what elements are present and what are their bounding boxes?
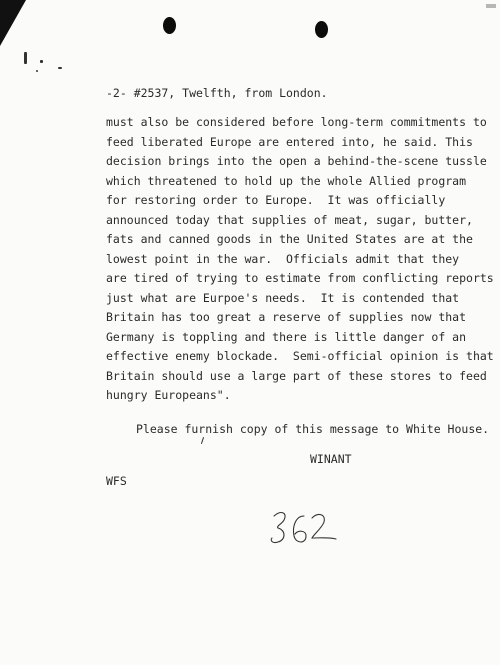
body-line: fats and canned goods in the United States are at the xyxy=(106,232,473,246)
message-reference: -2- #2537, Twelfth, from London. xyxy=(106,86,328,100)
body-line: Britain has too great a reserve of supplies now that xyxy=(106,310,467,324)
sender-signature: WINANT xyxy=(310,452,352,466)
punch-hole-left xyxy=(163,17,176,34)
body-line: are tired of trying to estimate from conflicting reports xyxy=(106,271,494,285)
punch-hole-right xyxy=(315,21,328,38)
body-line: effective enemy blockade. Semi-official opinion is that xyxy=(106,349,494,363)
body-line: for restoring order to Europe. It was officially xyxy=(106,193,446,207)
body-line: just what are Eurpoe's needs. It is contended that xyxy=(106,290,460,305)
body-line: decision brings into the open a behind-the-scene tussle xyxy=(106,154,487,168)
closing-request: Please furnish copy of this message to White House. xyxy=(136,422,490,436)
body-line: Germany is toppling and there is little danger of an xyxy=(106,329,467,344)
body-line: announced today that supplies of meat, sugar, butter, xyxy=(106,212,473,227)
handwritten-number-362 xyxy=(266,508,346,552)
corner-speck xyxy=(40,60,43,63)
pencil-tick-mark xyxy=(201,437,204,444)
body-line: must also be considered before long-term commitments to xyxy=(106,115,487,129)
corner-binding-mark xyxy=(0,0,26,46)
edge-smudge xyxy=(486,4,496,8)
body-line: feed liberated Europe are entered into, he said. This xyxy=(106,134,473,149)
body-line: lowest point in the war. Officials admit that they xyxy=(106,251,460,266)
message-body xyxy=(106,113,494,406)
body-line: hungry Europeans". xyxy=(106,388,231,402)
corner-speck xyxy=(36,70,38,72)
body-line: Britain should use a large part of these stores to feed xyxy=(106,368,487,383)
typist-initials: WFS xyxy=(106,474,127,488)
corner-speck xyxy=(24,52,27,64)
body-line: which threatened to hold up the whole Allied program xyxy=(106,173,467,188)
corner-speck xyxy=(58,67,62,69)
